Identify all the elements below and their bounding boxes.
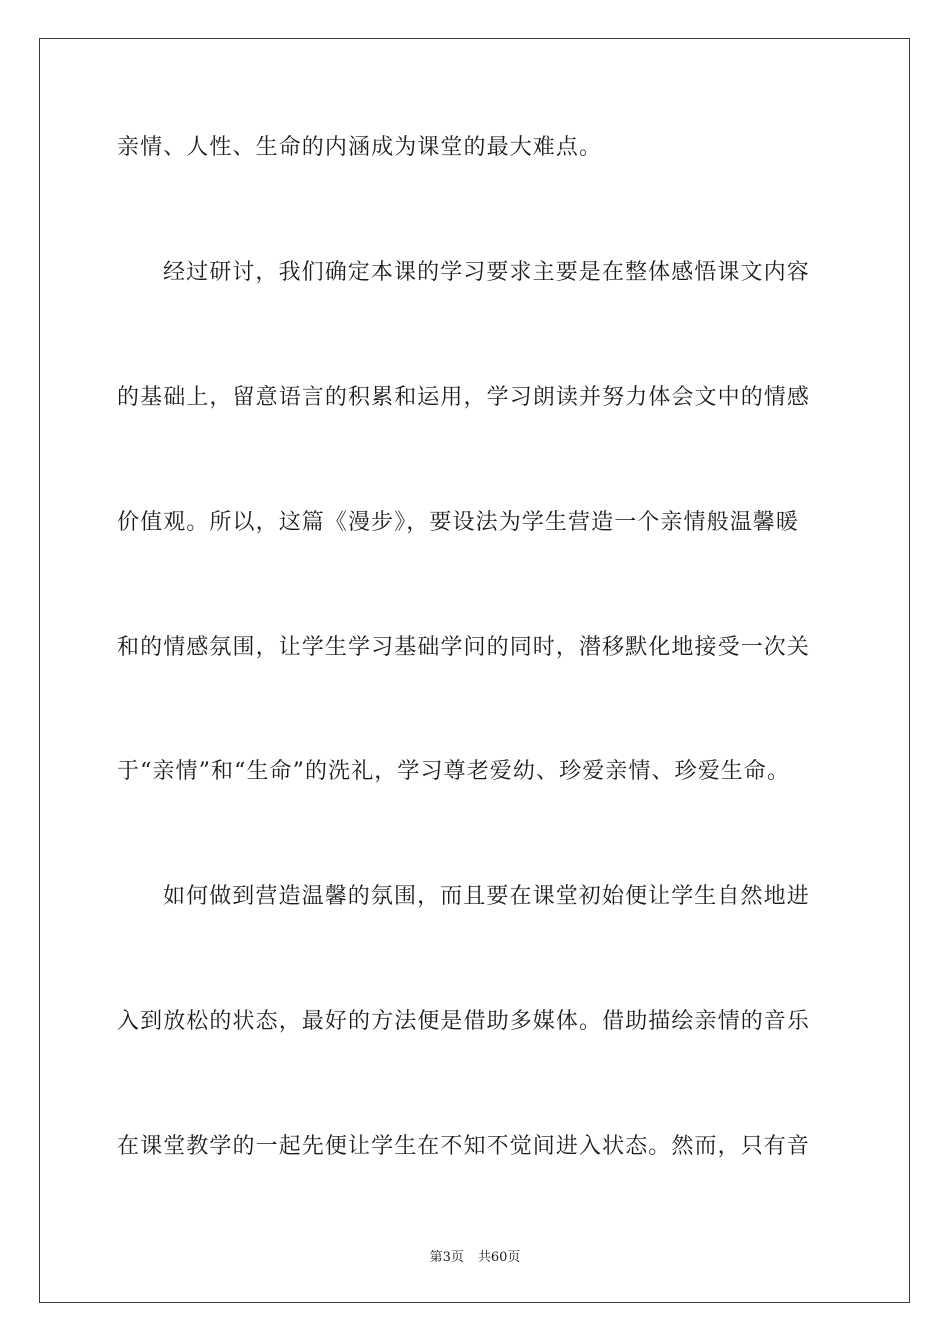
text-line: 在课堂教学的一起先便让学生在不知不觉间进入状态。然而，只有音	[117, 1134, 811, 1159]
text-line-paragraph-start: 如何做到营造温馨的氛围，而且要在课堂初始便让学生自然地进	[163, 884, 810, 909]
page-footer	[0, 1246, 950, 1265]
page-total: 共60页	[477, 1250, 521, 1265]
page-border	[39, 38, 910, 1303]
text-line: 入到放松的状态，最好的方法便是借助多媒体。借助描绘亲情的音乐	[117, 1009, 811, 1034]
page-number: 第3页	[429, 1250, 464, 1265]
text-line-paragraph-start: 经过研讨，我们确定本课的学习要求主要是在整体感悟课文内容	[163, 260, 810, 285]
text-line: 的基础上，留意语言的积累和运用，学习朗读并努力体会文中的情感	[117, 385, 811, 410]
text-line: 价值观。所以，这篇《漫步》，要设法为学生营造一个亲情般温馨暖	[117, 510, 800, 535]
text-line: 于“亲情”和“生命”的洗礼，学习尊老爱幼、珍爱亲情、珍爱生命。	[117, 759, 791, 784]
text-line: 和的情感氛围，让学生学习基础学问的同时，潜移默化地接受一次关	[117, 635, 811, 660]
text-line: 亲情、人性、生命的内涵成为课堂的最大难点。	[117, 135, 603, 160]
